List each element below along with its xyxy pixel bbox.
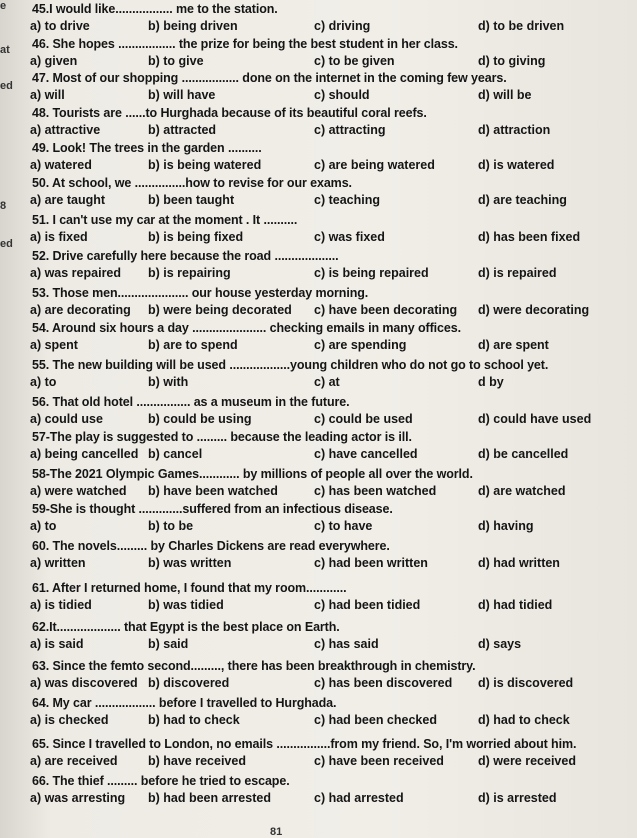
option-c: c) have been received bbox=[314, 754, 444, 768]
option-d: d) had tidied bbox=[478, 598, 553, 612]
question-stem: 65. Since I travelled to London, no emails ................from my friend. So, I'm worried about him. bbox=[32, 737, 577, 751]
option-a: a) is tidied bbox=[30, 598, 92, 612]
option-c: c) had been checked bbox=[314, 713, 437, 727]
page-edge-text: 8 bbox=[0, 200, 7, 212]
option-d: d) says bbox=[478, 637, 522, 651]
option-c: c) had been written bbox=[314, 556, 428, 570]
question-item bbox=[24, 358, 631, 396]
question-item bbox=[24, 2, 631, 40]
answer-options bbox=[30, 676, 637, 694]
question-stem: 47. Most of our shopping ................. done on the internet in the coming few years. bbox=[32, 71, 507, 85]
option-d: d) is watered bbox=[478, 158, 555, 172]
question-stem: 49. Look! The trees in the garden .......... bbox=[32, 141, 262, 155]
question-stem: 61. After I returned home, I found that my room............ bbox=[32, 581, 347, 595]
question-item bbox=[24, 696, 631, 734]
option-b: b) said bbox=[148, 637, 189, 651]
question-stem: 51. I can't use my car at the moment . It .......... bbox=[32, 213, 298, 227]
option-a: a) are taught bbox=[30, 193, 106, 207]
answer-options bbox=[30, 193, 637, 211]
question-item bbox=[24, 395, 631, 433]
option-d: d) are spent bbox=[478, 338, 549, 352]
option-c: c) was fixed bbox=[314, 230, 385, 244]
option-b: b) had been arrested bbox=[148, 791, 271, 805]
option-d: d) could have used bbox=[478, 412, 592, 426]
question-stem: 45.I would like................. me to the station. bbox=[32, 2, 278, 16]
option-d: d) to giving bbox=[478, 54, 546, 68]
option-a: a) watered bbox=[30, 158, 92, 172]
answer-options bbox=[30, 598, 637, 616]
option-b: b) is being watered bbox=[148, 158, 262, 172]
question-item bbox=[24, 249, 631, 287]
question-stem: 46. She hopes ................. the prize for being the best student in her class. bbox=[32, 37, 458, 51]
option-b: b) was tidied bbox=[148, 598, 224, 612]
option-b: b) were being decorated bbox=[148, 303, 292, 317]
answer-options bbox=[30, 447, 637, 465]
option-b: b) are to spend bbox=[148, 338, 238, 352]
option-a: a) was discovered bbox=[30, 676, 138, 690]
question-item bbox=[24, 71, 631, 109]
option-b: b) had to check bbox=[148, 713, 240, 727]
option-b: b) to be bbox=[148, 519, 194, 533]
answer-options bbox=[30, 266, 637, 284]
question-stem: 55. The new building will be used ..................young children who do not go to school yet. bbox=[32, 358, 549, 372]
question-item bbox=[24, 213, 631, 251]
option-b: b) was written bbox=[148, 556, 232, 570]
answer-options bbox=[30, 484, 637, 502]
option-d: d) is arrested bbox=[478, 791, 557, 805]
question-stem: 54. Around six hours a day ...................... checking emails in many offices. bbox=[32, 321, 461, 335]
question-stem: 66. The thief ......... before he tried to escape. bbox=[32, 774, 290, 788]
question-item bbox=[24, 467, 631, 505]
option-c: c) at bbox=[314, 375, 340, 389]
option-a: a) spent bbox=[30, 338, 78, 352]
option-d: d) will be bbox=[478, 88, 532, 102]
question-item bbox=[24, 286, 631, 324]
option-a: a) written bbox=[30, 556, 86, 570]
question-stem: 60. The novels......... by Charles Dickens are read everywhere. bbox=[32, 539, 390, 553]
option-c: c) driving bbox=[314, 19, 371, 33]
page-number: 81 bbox=[270, 826, 283, 838]
answer-options bbox=[30, 88, 637, 106]
option-c: c) to have bbox=[314, 519, 373, 533]
question-item bbox=[24, 539, 631, 577]
question-item bbox=[24, 737, 631, 775]
question-stem: 52. Drive carefully here because the road ................... bbox=[32, 249, 339, 263]
answer-options bbox=[30, 54, 637, 72]
option-b: b) have received bbox=[148, 754, 246, 768]
option-b: b) to give bbox=[148, 54, 204, 68]
option-b: b) could be using bbox=[148, 412, 252, 426]
option-d: d) attraction bbox=[478, 123, 551, 137]
option-d: d by bbox=[478, 375, 504, 389]
answer-options bbox=[30, 791, 637, 809]
question-stem: 63. Since the femto second........., there has been breakthrough in chemistry. bbox=[32, 659, 476, 673]
option-d: d) is repaired bbox=[478, 266, 557, 280]
question-item bbox=[24, 581, 631, 619]
option-c: c) is being repaired bbox=[314, 266, 429, 280]
question-stem: 58-The 2021 Olympic Games............ by millions of people all over the world. bbox=[32, 467, 473, 481]
option-a: a) will bbox=[30, 88, 65, 102]
question-item bbox=[24, 430, 631, 468]
option-a: a) are decorating bbox=[30, 303, 131, 317]
option-c: c) has said bbox=[314, 637, 379, 651]
question-item bbox=[24, 37, 631, 75]
option-a: a) is checked bbox=[30, 713, 109, 727]
question-stem: 56. That old hotel ................ as a museum in the future. bbox=[32, 395, 350, 409]
option-c: c) should bbox=[314, 88, 370, 102]
option-d: d) be cancelled bbox=[478, 447, 569, 461]
option-b: b) been taught bbox=[148, 193, 235, 207]
option-c: c) has been watched bbox=[314, 484, 437, 498]
question-stem: 57-The play is suggested to ......... because the leading actor is ill. bbox=[32, 430, 412, 444]
option-a: a) was repaired bbox=[30, 266, 122, 280]
question-item bbox=[24, 620, 631, 658]
option-a: a) were watched bbox=[30, 484, 127, 498]
option-a: a) being cancelled bbox=[30, 447, 139, 461]
answer-options bbox=[30, 412, 637, 430]
question-item bbox=[24, 774, 631, 812]
question-item bbox=[24, 321, 631, 359]
answer-options bbox=[30, 158, 637, 176]
option-c: c) teaching bbox=[314, 193, 380, 207]
option-d: d) having bbox=[478, 519, 534, 533]
answer-options bbox=[30, 754, 637, 772]
option-b: b) discovered bbox=[148, 676, 230, 690]
question-stem: 62.It................... that Egypt is the best place on Earth. bbox=[32, 620, 340, 634]
page-edge-text: at bbox=[0, 44, 10, 56]
answer-options bbox=[30, 519, 637, 537]
option-a: a) attractive bbox=[30, 123, 101, 137]
option-c: c) had been tidied bbox=[314, 598, 421, 612]
answer-options bbox=[30, 375, 637, 393]
option-d: d) were received bbox=[478, 754, 576, 768]
option-c: c) could be used bbox=[314, 412, 413, 426]
option-d: d) to be driven bbox=[478, 19, 565, 33]
answer-options bbox=[30, 230, 637, 248]
page-edge-text: ed bbox=[0, 238, 13, 250]
option-c: c) have been decorating bbox=[314, 303, 458, 317]
option-b: b) will have bbox=[148, 88, 216, 102]
question-stem: 50. At school, we ...............how to revise for our exams. bbox=[32, 176, 352, 190]
answer-options bbox=[30, 637, 637, 655]
question-stem: 53. Those men..................... our house yesterday morning. bbox=[32, 286, 369, 300]
answer-options bbox=[30, 338, 637, 356]
option-c: c) are being watered bbox=[314, 158, 435, 172]
option-c: c) has been discovered bbox=[314, 676, 453, 690]
question-item bbox=[24, 502, 631, 540]
answer-options bbox=[30, 303, 637, 321]
question-item bbox=[24, 659, 631, 697]
option-c: c) have cancelled bbox=[314, 447, 418, 461]
option-b: b) with bbox=[148, 375, 189, 389]
option-d: d) are watched bbox=[478, 484, 566, 498]
option-b: b) attracted bbox=[148, 123, 217, 137]
question-stem: 64. My car .................. before I travelled to Hurghada. bbox=[32, 696, 337, 710]
option-b: b) being driven bbox=[148, 19, 238, 33]
option-d: d) are teaching bbox=[478, 193, 567, 207]
page-edge-text: e bbox=[0, 0, 7, 12]
option-c: c) are spending bbox=[314, 338, 407, 352]
option-d: d) were decorating bbox=[478, 303, 590, 317]
answer-options bbox=[30, 713, 637, 731]
option-a: a) to bbox=[30, 375, 57, 389]
option-a: a) given bbox=[30, 54, 78, 68]
answer-options bbox=[30, 19, 637, 37]
page-edge-text: ed bbox=[0, 80, 13, 92]
option-a: a) was arresting bbox=[30, 791, 126, 805]
question-item bbox=[24, 176, 631, 214]
option-a: a) to drive bbox=[30, 19, 90, 33]
option-a: a) could use bbox=[30, 412, 103, 426]
option-d: d) is discovered bbox=[478, 676, 574, 690]
question-item bbox=[24, 141, 631, 179]
question-item bbox=[24, 106, 631, 144]
option-b: b) is repairing bbox=[148, 266, 231, 280]
option-b: b) is being fixed bbox=[148, 230, 244, 244]
option-d: d) has been fixed bbox=[478, 230, 581, 244]
question-stem: 48. Tourists are ......to Hurghada because of its beautiful coral reefs. bbox=[32, 106, 427, 120]
option-a: a) are received bbox=[30, 754, 118, 768]
option-c: c) to be given bbox=[314, 54, 395, 68]
question-stem: 59-She is thought .............suffered from an infectious disease. bbox=[32, 502, 393, 516]
option-c: c) had arrested bbox=[314, 791, 404, 805]
option-d: d) had to check bbox=[478, 713, 570, 727]
option-a: a) to bbox=[30, 519, 57, 533]
option-d: d) had written bbox=[478, 556, 560, 570]
option-a: a) is said bbox=[30, 637, 84, 651]
option-b: b) cancel bbox=[148, 447, 203, 461]
option-c: c) attracting bbox=[314, 123, 386, 137]
answer-options bbox=[30, 556, 637, 574]
option-a: a) is fixed bbox=[30, 230, 88, 244]
option-b: b) have been watched bbox=[148, 484, 278, 498]
answer-options bbox=[30, 123, 637, 141]
